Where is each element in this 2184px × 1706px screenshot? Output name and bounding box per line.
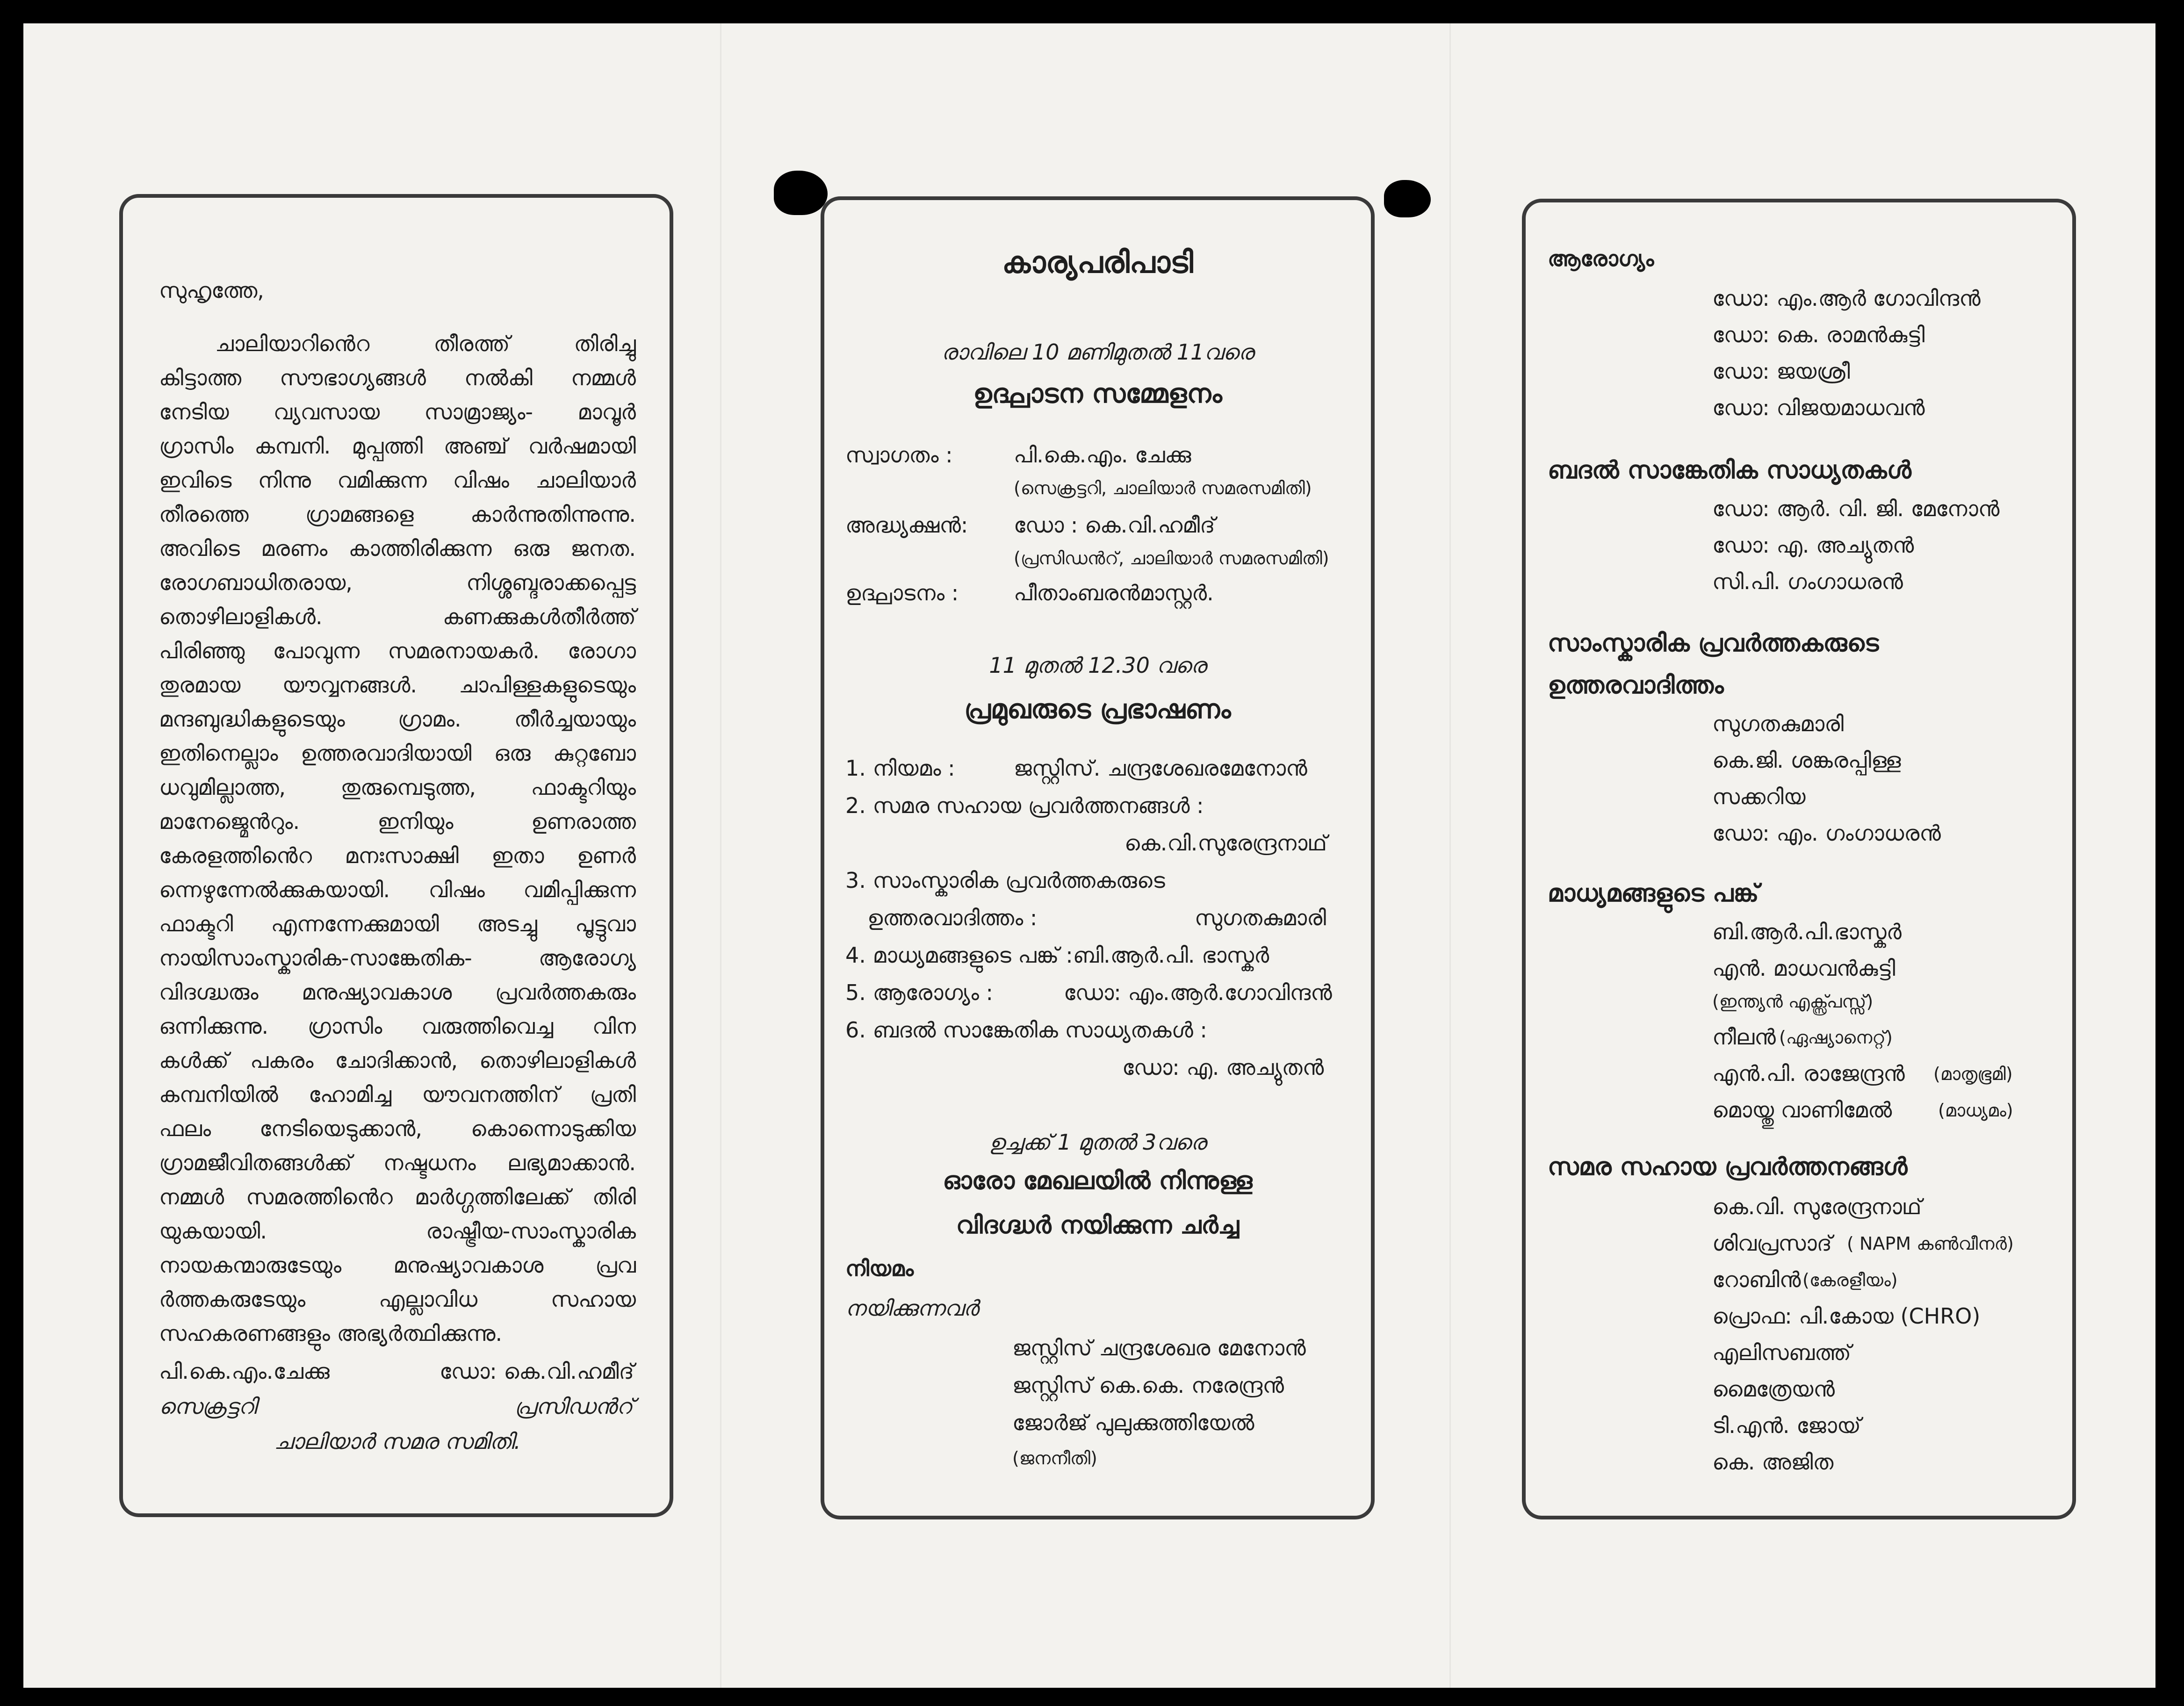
body-line: ർത്തകരുടേയും എല്ലാവിധ സഹായ [159,1287,636,1312]
panelist-name: മൊയ്തു വാണിമേൽ [1712,1097,1892,1123]
panelist-affiliation: (കേരളീയം) [1802,1270,1898,1290]
organization-name: ചാലിയാർ സമര സമിതി. [274,1429,521,1454]
body-line: സഹകരണങ്ങളും അഭ്യർത്ഥിക്കുന്നു. [159,1321,503,1346]
talk-speaker: സുഗതകുമാരി [1195,905,1326,930]
session-time: ഉച്ചക്ക് 1 മുതൽ 3വരെ [989,1130,1206,1155]
panelist-name: ഡോ: എം.ആർ ഗോവിന്ദൻ [1712,286,1981,311]
panelist-affiliation: (മാധ്യമം) [1938,1100,2013,1121]
body-line: ഫാക്ടറി എന്നന്നേക്കുമായി അടച്ചു പൂട്ടുവാ [159,911,636,936]
body-line: ന്നെഴുന്നേൽക്കുകയായി. വിഷം വമിപ്പിക്കുന്ന [159,877,636,902]
panelist-name: ബി.ആർ.പി.ഭാസ്കർ [1712,919,1902,944]
panelist-affiliation: (ഏഷ്യാനെറ്റ്) [1779,1027,1893,1048]
section-heading: സമര സഹായ പ്രവർത്തനങ്ങൾ [1548,1153,1908,1181]
panelist-name: ഡോ: കെ. രാമൻകുട്ടി [1712,322,1925,347]
panelist-name: ഡോ: എം. ഗംഗാധരൻ [1712,821,1941,846]
talk-speaker: കെ.വി.സുരേന്ദ്രനാഥ് [1124,830,1327,856]
session-time: രാവിലെ 10 മണിമുതൽ 11വരെ [941,339,1254,365]
role-label: ഉദ്ഘാടനം : [845,580,959,605]
signatory-role: പ്രസിഡൻറ് [514,1394,633,1419]
panelist-affiliation: (ഇന്ത്യൻ എക്സ്പ്രസ്സ്) [1712,991,1874,1012]
body-line: തൊഴിലാളികൾ. കണക്കുകൾതീർത്ത് [159,604,636,629]
body-line: മാനേജ്മെൻറും. ഇനിയും ഉണരാത്ത [159,809,636,834]
panelist-name: എൻ. മാധവൻകുട്ടി [1712,956,1896,981]
body-line: ഫലം നേടിയെടുക്കാൻ, കൊന്നൊടുക്കിയ [159,1116,636,1141]
body-line: കേരളത്തിൻെറ മനഃസാക്ഷി ഇതാ ഉണർ [159,843,636,868]
session-title: വിദഗ്ദ്ധർ നയിക്കുന്ന ചർച്ച [956,1211,1240,1239]
greeting: സുഹൃത്തേ, [159,278,264,303]
panelist-name: എൻ.പി. രാജേന്ദ്രൻ [1712,1061,1905,1086]
panelist-name: ഡോ: ജയശ്രീ [1712,359,1850,384]
role-person: പീതാംബരൻമാസ്റ്റർ. [1014,580,1214,605]
body-line: വിദഗ്ദ്ധരും മനുഷ്യാവകാശ പ്രവർത്തകരും [159,979,636,1005]
section-heading: ആരോഗ്യം [1548,246,1654,271]
body-line: ഗ്രാമജീവിതങ്ങൾക്ക് നഷ്ടധനം ലഭ്യമാക്കാൻ. [159,1150,636,1175]
session-title: ഓരോ മേഖലയിൽ നിന്നുള്ള [943,1167,1253,1195]
body-line: നായിസാംസ്കാരിക-സാങ്കേതിക- ആരോഗ്യ [159,945,636,971]
panelist-name: പ്രൊഫ: പി.കോയ (CHRO) [1712,1303,1981,1329]
panelist-name: സുഗതകുമാരി [1712,711,1844,736]
body-line: തുരമായ യൗവ്വനങ്ങൾ. ചാപിള്ളകളുടെയും [159,672,636,698]
panelist-affiliation: (മാതൃഭൂമി) [1933,1064,2013,1084]
role-designation: (പ്രസിഡൻറ്, ചാലിയാർ സമരസമിതി) [1014,548,1329,569]
panelist-name: ഡോ: വിജയമാധവൻ [1712,395,1925,420]
panelist-name: ഡോ: എ. അച്യുതൻ [1712,533,1914,558]
body-line: ഇവിടെ നിന്നു വമിക്കുന്ന വിഷം ചാലിയാർ [159,468,636,493]
programme-title: കാര്യപരിപാടി [1002,245,1193,280]
talk-speaker: ഡോ: എം.ആർ.ഗോവിന്ദൻ [1064,980,1332,1005]
role-designation: (സെക്രട്ടറി, ചാലിയാർ സമരസമിതി) [1014,478,1312,498]
discussion-topic: നിയമം [845,1256,914,1281]
section-heading: ഉത്തരവാദിത്തം [1548,671,1724,699]
moderator-note: (ജനനീതി) [1012,1448,1097,1468]
body-line: കമ്പനിയിൽ ഹോമിച്ച യൗവനത്തിന് പ്രതി [159,1082,636,1107]
talk-topic: 6. ബദൽ സാങ്കേതിക സാധ്യതകൾ : [845,1017,1207,1043]
panelist-name: ടി.എൻ. ജോയ് [1712,1413,1861,1438]
signatory-name: ഡോ: കെ.വി.ഹമീദ് [440,1359,634,1384]
talk-topic: 4. മാധ്യമങ്ങളുടെ പങ്ക് :ബി.ആർ.പി. ഭാസ്കർ [845,943,1269,968]
panelist-name: ഡോ: ആർ. വി. ജി. മേനോൻ [1712,496,2000,521]
body-line: തീരത്തെ ഗ്രാമങ്ങളെ കാർന്നുതിന്നുന്നു. [159,502,636,527]
body-line: മന്ദബുദ്ധികളുടെയും ഗ്രാമം. തീർച്ചയായും [159,706,636,732]
talk-topic: 2. സമര സഹായ പ്രവർത്തനങ്ങൾ : [845,793,1204,818]
fold-line [1449,23,1451,1688]
panelist-name: കെ.ജി. ശങ്കരപ്പിള്ള [1712,748,1901,773]
moderator-name: ജോർജ് പുലുക്കുത്തിയേൽ [1012,1410,1254,1435]
body-line: യുകയായി. രാഷ്ട്രീയ-സാംസ്കാരിക [159,1218,636,1244]
panelist-name: സക്കറിയ [1712,784,1806,809]
panelist-name: സി.പി. ഗംഗാധരൻ [1712,569,1903,594]
talk-topic: 3. സാംസ്കാരിക പ്രവർത്തകരുടെ [845,868,1165,893]
panelist-affiliation: ( NAPM കൺവീനർ) [1847,1233,2014,1254]
body-line: നമ്മൾ സമരത്തിൻെറ മാർഗ്ഗത്തിലേക്ക് തിരി [159,1184,636,1209]
moderator-name: ജസ്റ്റിസ് കെ.കെ. നരേന്ദ്രൻ [1012,1373,1284,1398]
body-line: കൾക്ക് പകരം ചോദിക്കാൻ, തൊഴിലാളികൾ [159,1048,636,1073]
body-line: ധവുമില്ലാത്ത, തുരുമ്പെടുത്ത, ഫാക്ടറിയും [159,775,636,800]
panelist-name: റോബിൻ [1712,1267,1801,1292]
moderators-label: നയിക്കുന്നവർ [845,1296,979,1321]
panelist-name: ശിവപ്രസാദ് [1712,1231,1832,1256]
body-line: ഗ്രാസിം കമ്പനി. മുപ്പത്തി അഞ്ച് വർഷമായി [159,433,636,459]
role-label: സ്വാഗതം : [845,442,953,468]
role-person: ഡോ : കെ.വി.ഹമീദ് [1014,512,1215,538]
body-line: ഇതിനെല്ലാം ഉത്തരവാദിയായി ഒരു കുറ്റബോ [159,741,636,766]
session-title: ഉദ്ഘാടന സമ്മേളനം [973,379,1222,409]
role-person: പി.കെ.എം. ചേക്കു [1014,442,1191,468]
talk-topic: ഉത്തരവാദിത്തം : [867,905,1038,930]
body-line: രോഗബാധിതരായ, നിശ്ശബ്ദരാക്കപ്പെട്ട [159,570,636,595]
body-line: പിരിഞ്ഞു പോവുന്ന സമരനായകർ. രോഗാ [159,638,636,663]
body-line: ചാലിയാറിൻെറ തീരത്ത് തിരിച്ചു [215,331,636,356]
signatory-role: സെക്രട്ടറി [159,1394,257,1419]
body-line: നായകന്മാരുടേയും മനുഷ്യാവകാശ പ്രവ [159,1253,636,1278]
talk-topic: 5. ആരോഗ്യം : [845,980,994,1005]
session-title: പ്രമുഖരുടെ പ്രഭാഷണം [964,694,1231,725]
punch-hole [774,171,828,215]
fold-line [720,23,721,1688]
panelist-name: എലിസബത്ത് [1712,1340,1851,1365]
section-heading: ബദൽ സാങ്കേതിക സാധ്യതകൾ [1548,456,1911,484]
panelist-name: മൈത്രേയൻ [1712,1376,1835,1402]
role-label: അദ്ധ്യക്ഷൻ: [845,512,968,538]
talk-topic: 1. നിയമം : [845,756,955,781]
body-line: കിട്ടാത്ത സൗഭാഗ്യങ്ങൾ നൽകി നമ്മൾ [159,365,636,390]
section-heading: മാധ്യമങ്ങളുടെ പങ്ക് [1548,879,1759,907]
punch-hole [1384,180,1431,217]
talk-speaker: ജസ്റ്റിസ്. ചന്ദ്രശേഖരമേനോൻ [1014,756,1307,781]
signatory-name: പി.കെ.എം.ചേക്കു [159,1359,330,1384]
talk-speaker: ഡോ: എ. അച്യുതൻ [1122,1055,1324,1080]
moderator-name: ജസ്റ്റിസ് ചന്ദ്രശേഖര മേനോൻ [1012,1335,1306,1360]
panelist-name: നീലൻ [1712,1024,1776,1050]
body-line: അവിടെ മരണം കാത്തിരിക്കുന്ന ഒരു ജനത. [159,536,636,561]
body-line: നേടിയ വ്യവസായ സാമ്രാജ്യം- മാവൂർ [159,399,636,425]
panelist-name: കെ.വി. സുരേന്ദ്രനാഥ് [1712,1194,1922,1219]
panelist-name: കെ. അജിത [1712,1449,1834,1475]
session-time: 11 മുതൽ 12.30 വരെ [989,653,1206,678]
section-heading: സാംസ്കാരിക പ്രവർത്തകരുടെ [1548,629,1879,657]
body-line: ഒന്നിക്കുന്നു. ഗ്രാസിം വരുത്തിവെച്ച വിന [159,1014,636,1039]
